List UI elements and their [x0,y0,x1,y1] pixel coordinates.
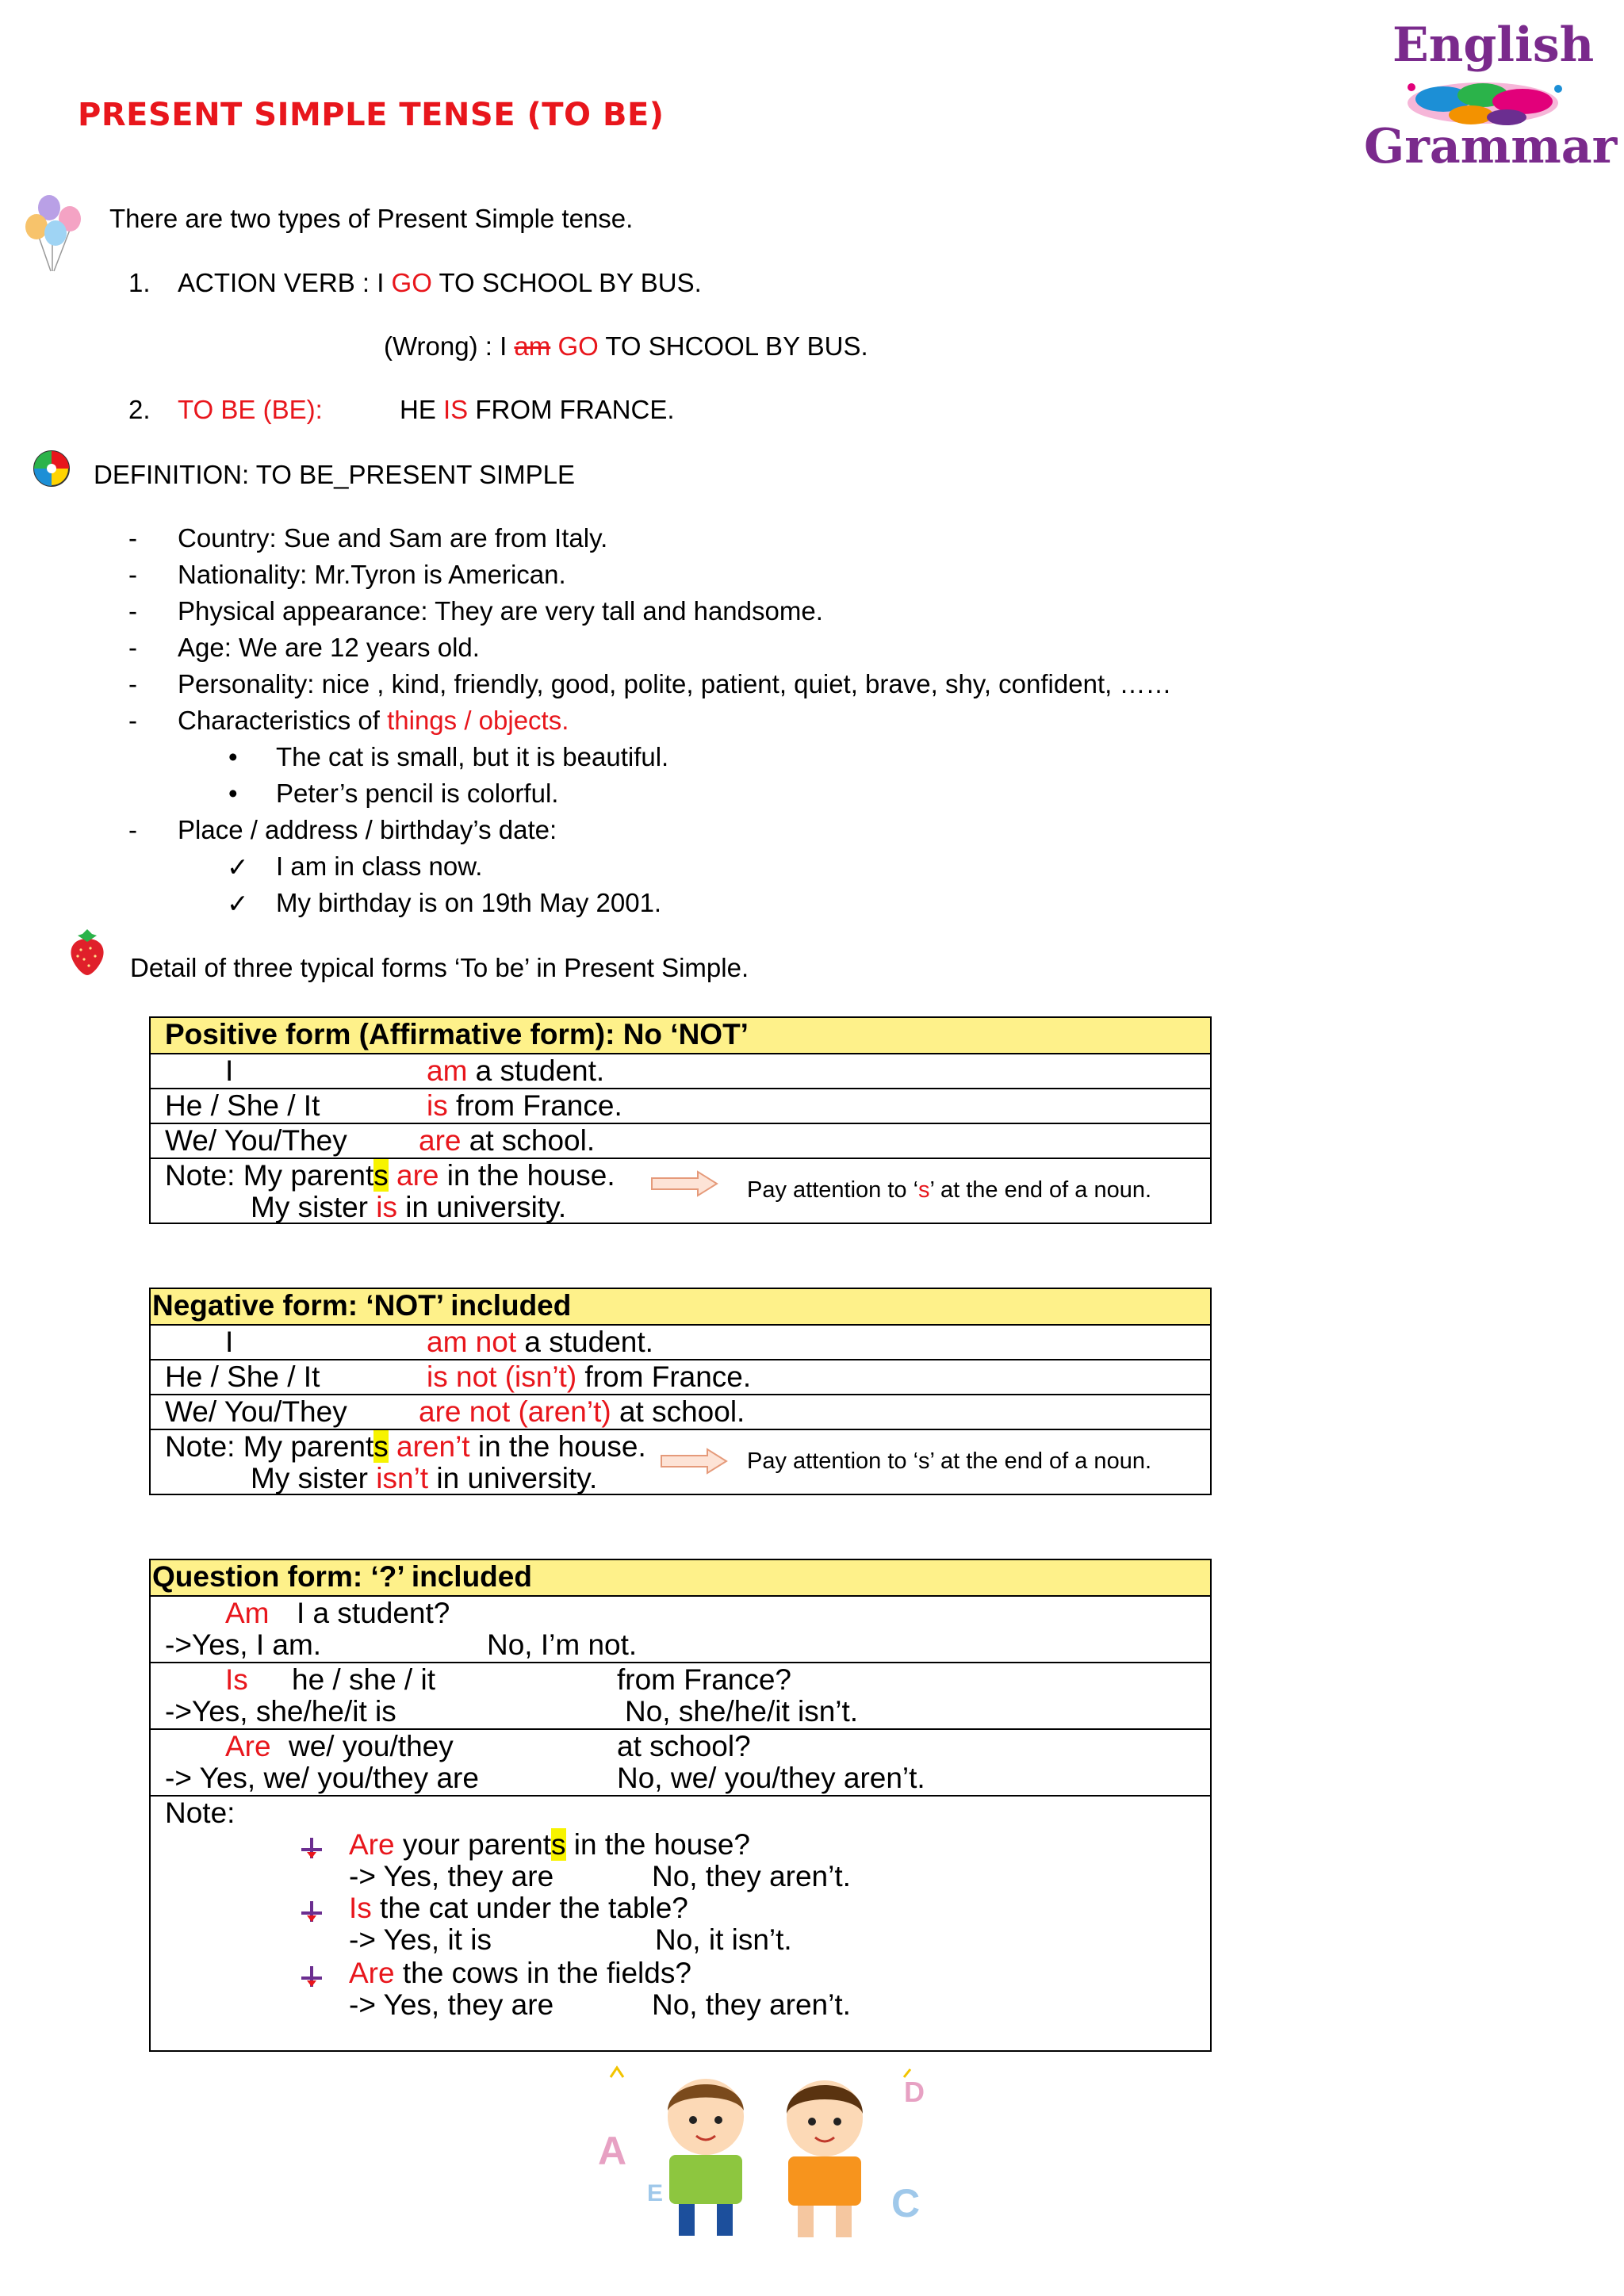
table-row [151,1359,1210,1394]
table-row [151,1394,1210,1429]
type-1-text: ACTION VERB : I GO TO SCHOOL BY BUS. [178,268,702,297]
answer-no: No, they aren’t. [652,1860,851,1892]
table-subject: I [225,1054,234,1087]
dash-bullet: - [128,596,137,626]
note-question: Are the cows in the fields? [349,1957,691,1989]
table-note-row [151,1158,1210,1223]
letter-decoration: C [891,2181,921,2225]
letter-decoration: D [904,2076,925,2108]
positive-form-table [149,1016,1212,1224]
check-icon: ✓ [227,889,249,918]
table-subject: We/ You/They [165,1395,347,1428]
answer-yes: -> Yes, they are [349,1988,554,2021]
logo-text-english: English [1392,17,1595,73]
dash-bullet: - [128,669,137,698]
page-title: PRESENT SIMPLE TENSE (TO BE) [78,97,665,133]
question-verb: Are [225,1730,271,1762]
table-verb-phrase: are at school. [419,1124,596,1157]
table-row [151,1662,1210,1728]
question-verb: Am [225,1597,270,1629]
type-1-number: 1. [128,268,151,297]
beach-ball-icon [32,449,71,488]
question-subject: I a student? [297,1597,450,1629]
table-verb-phrase: am not a student. [427,1326,653,1358]
definition-item: Personality: nice , kind, friendly, good, polite, patient, quiet, brave, shy, confident, …… [178,669,1172,698]
table-row [151,1053,1210,1088]
table-note-row [151,1429,1210,1494]
question-table-header: Question form: ‘?’ included [151,1560,1210,1595]
question-verb: Is [225,1663,248,1696]
check-icon: ✓ [227,852,249,882]
table-verb-phrase: is from France. [427,1089,622,1122]
positive-table-header: Positive form (Affirmative form): No ‘NOT’ [151,1018,1210,1053]
dash-bullet: - [128,523,137,553]
dash-bullet: - [128,633,137,662]
table-subject: He / She / It [165,1089,320,1122]
balloons-icon [21,193,86,273]
detail-text: Detail of three typical forms ‘To be’ in Present Simple. [130,953,749,982]
wrong-example: (Wrong) : I am GO TO SHCOOL BY BUS. [384,331,868,361]
table-row [151,1088,1210,1123]
answer-no: No, I’m not. [487,1628,638,1661]
dot-bullet: • [228,742,238,771]
strawberry-icon [67,928,108,977]
table-verb-phrase: am a student. [427,1054,605,1087]
definition-item: Country: Sue and Sam are from Italy. [178,523,608,553]
arrow-right-icon [660,1448,728,1475]
definition-item: Place / address / birthday’s date: [178,815,557,844]
negative-table-header: Negative form: ‘NOT’ included [151,1289,1210,1324]
answer-yes: -> Yes, it is [349,1923,492,1956]
arrow-right-icon [650,1170,718,1197]
answer-yes: -> Yes, they are [349,1860,554,1892]
plus-arrow-icon [300,1965,324,1988]
dash-bullet: - [128,560,137,589]
plus-arrow-icon [300,1836,324,1860]
answer-yes: ->Yes, she/he/it is [165,1695,396,1728]
question-subject: we/ you/they [289,1730,454,1762]
note-question: Are your parents in the house? [349,1828,750,1861]
table-subject: I [225,1326,234,1358]
table-row [151,1595,1210,1662]
table-row [151,1324,1210,1359]
table-subject: He / She / It [165,1360,320,1393]
english-grammar-logo [1348,16,1618,182]
tip-text: Pay attention to ‘s’ at the end of a noun. [747,1448,1152,1474]
type-2-example: HE IS FROM FRANCE. [400,395,675,424]
check-item: My birthday is on 19th May 2001. [276,888,662,917]
question-notes [151,1795,1210,2053]
definition-heading: DEFINITION: TO BE_PRESENT SIMPLE [94,460,575,489]
table-verb-phrase: is not (isn’t) from France. [427,1360,752,1393]
check-item: I am in class now. [276,851,483,881]
note-question: Is the cat under the table? [349,1892,688,1924]
definition-item: Characteristics of things / objects. [178,706,569,735]
tip-text: Pay attention to ‘s’ at the end of a noun. [747,1177,1152,1203]
answer-no: No, she/he/it isn’t. [625,1695,859,1728]
definition-item: Age: We are 12 years old. [178,633,480,662]
question-form-table [149,1559,1212,2052]
type-2-label: TO BE (BE): [178,395,323,424]
logo-text-grammar: Grammar [1364,119,1618,174]
answer-yes: -> Yes, we/ you/they are [165,1762,479,1794]
kids-reading-illustration [587,2061,952,2252]
dash-bullet: - [128,706,137,735]
definition-item: Nationality: Mr.Tyron is American. [178,560,566,589]
table-verb-phrase: are not (aren’t) at school. [419,1395,745,1428]
definition-item: Physical appearance: They are very tall and handsome. [178,596,823,626]
note-line-1: Note: My parents aren’t in the house. [165,1430,646,1463]
note-line-1: Note: My parents are in the house. [165,1159,615,1192]
table-row [151,1728,1210,1795]
table-subject: We/ You/They [165,1124,347,1157]
note-line-2: My sister is in university. [251,1191,567,1223]
dash-bullet: - [128,815,137,844]
note-label: Note: [165,1797,236,1829]
plus-arrow-icon [300,1900,324,1923]
note-line-2: My sister isn’t in university. [251,1462,598,1494]
question-subject: he / she / it [292,1663,435,1696]
type-2-number: 2. [128,395,151,424]
negative-form-table [149,1288,1212,1495]
answer-no: No, they aren’t. [652,1988,851,2021]
question-rest: at school? [617,1730,751,1762]
answer-yes: ->Yes, I am. [165,1628,322,1661]
table-row [151,1123,1210,1158]
letter-decoration: E [647,2180,664,2206]
answer-no: No, we/ you/they aren’t. [617,1762,925,1794]
intro-text: There are two types of Present Simple tense. [109,204,634,233]
dot-bullet: • [228,779,238,808]
letter-decoration: A [598,2129,627,2173]
sub-bullet-item: The cat is small, but it is beautiful. [276,742,669,771]
question-rest: from France? [617,1663,792,1696]
answer-no: No, it isn’t. [655,1923,792,1956]
sub-bullet-item: Peter’s pencil is colorful. [276,779,559,808]
